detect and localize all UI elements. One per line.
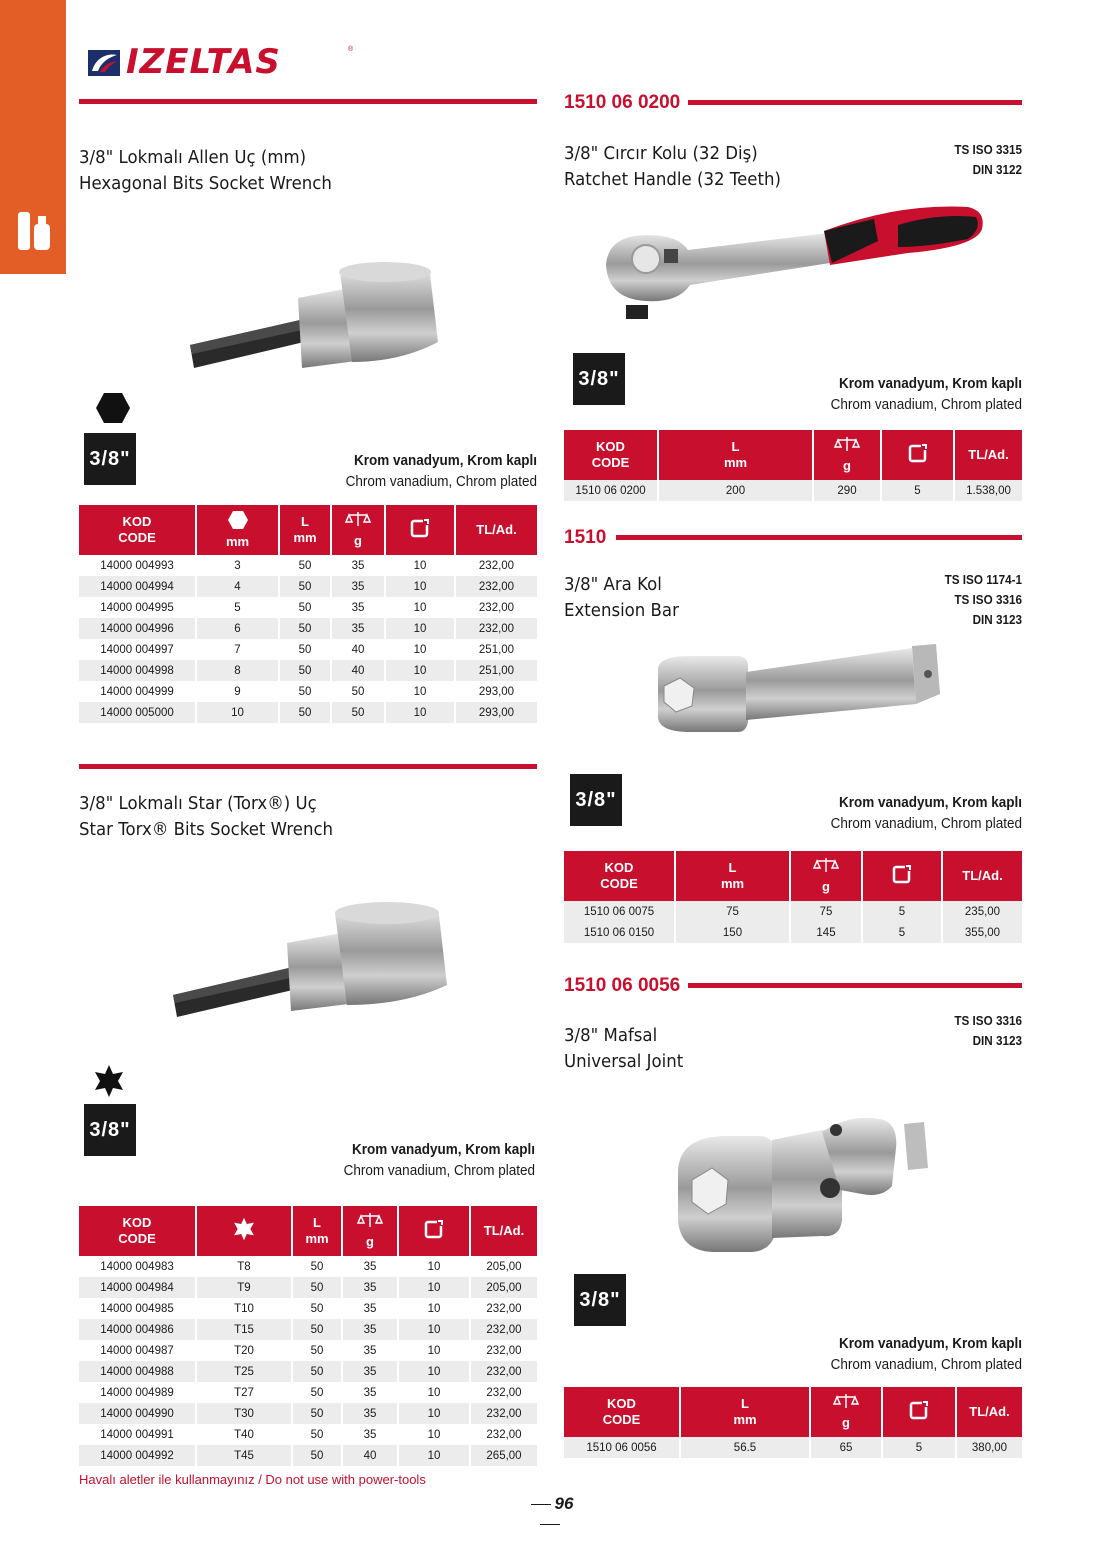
brand-logo <box>86 44 356 80</box>
table-cell: T20 <box>197 1340 293 1361</box>
material-text <box>804 373 1022 415</box>
table-cell: 50 <box>280 660 332 681</box>
col-code: KOD CODE <box>79 1206 197 1256</box>
material-text <box>324 450 537 492</box>
section-tab <box>0 0 66 274</box>
scale-icon <box>834 436 860 454</box>
section-rule <box>616 535 1022 540</box>
material-text <box>324 1139 536 1181</box>
box-icon <box>424 1219 444 1239</box>
table-cell: 35 <box>343 1298 399 1319</box>
table-cell: 14000 004985 <box>79 1298 197 1319</box>
standard-1: TS ISO 3316 <box>954 1013 1022 1028</box>
table-cell: T15 <box>197 1319 293 1340</box>
size-badge: 3/8" <box>84 1104 136 1156</box>
col-code: KOD CODE <box>564 1387 681 1437</box>
table-cell: 1.538,00 <box>955 480 1022 501</box>
table-row <box>79 1298 537 1319</box>
page-number-value: 96 <box>554 1494 574 1513</box>
table-cell: 14000 004986 <box>79 1319 197 1340</box>
table-row <box>564 922 1022 943</box>
table-cell: 3 <box>197 555 280 576</box>
table-cell: 5 <box>197 597 280 618</box>
table-cell: 150 <box>676 922 791 943</box>
col-price: TL/Ad. <box>471 1206 537 1256</box>
table-cell: 6 <box>197 618 280 639</box>
col-price: TL/Ad. <box>957 1387 1022 1437</box>
table-cell: 50 <box>280 681 332 702</box>
table-cell: 232,00 <box>486 1386 522 1399</box>
table-cell: 10 <box>399 1361 471 1382</box>
box-icon <box>892 864 912 884</box>
torx-bit-socket-image <box>165 895 455 1025</box>
table-cell: 265,00 <box>471 1445 537 1466</box>
table-cell: 1510 06 0075 <box>564 901 676 922</box>
material-text <box>804 792 1022 834</box>
table-cell: 14000 004997 <box>79 639 197 660</box>
table-row <box>79 597 537 618</box>
col-length: L mm <box>676 851 791 901</box>
col-pack <box>883 1387 957 1437</box>
table-cell: 232,00 <box>456 576 537 597</box>
col-length: L mm <box>293 1206 343 1256</box>
material-tr: Krom vanadyum, Krom kaplı <box>838 1335 1022 1352</box>
section-code: 1510 <box>564 527 607 548</box>
col-price: TL/Ad. <box>955 430 1022 480</box>
table-cell: 50 <box>293 1340 343 1361</box>
ratchet-spec-table <box>564 430 1022 501</box>
table-cell: 232,00 <box>471 1319 537 1340</box>
table-cell: 14000 004987 <box>79 1340 197 1361</box>
table-cell: 293,00 <box>456 702 537 723</box>
section-code: 1510 06 0200 <box>564 92 681 113</box>
table-cell: 65 <box>811 1437 883 1458</box>
hex-bit-socket-image <box>180 250 450 390</box>
table-row <box>79 1340 537 1361</box>
table-cell: T25 <box>197 1361 293 1382</box>
product-title-en: Star Torx® Bits Socket Wrench <box>79 819 334 840</box>
col-length: L mm <box>659 430 814 480</box>
table-cell: 10 <box>386 618 456 639</box>
table-row <box>79 702 537 723</box>
table-cell: 40 <box>332 639 386 660</box>
table-cell: 50 <box>280 576 332 597</box>
section-rule <box>688 983 1022 988</box>
section-rule <box>79 99 537 104</box>
ujoint-spec-table <box>564 1387 1022 1458</box>
table-cell: T8 <box>197 1256 293 1277</box>
col-size-mm: mm <box>197 505 280 555</box>
table-cell: 9 <box>197 681 280 702</box>
table-cell: 235,00 <box>943 901 1022 922</box>
logo-emblem-icon <box>86 47 122 79</box>
table-cell: 14000 004988 <box>79 1361 197 1382</box>
table-cell: 35 <box>343 1256 399 1277</box>
table-cell: 10 <box>386 660 456 681</box>
table-cell: 232,00 <box>471 1403 537 1424</box>
table-cell: 7 <box>197 639 280 660</box>
col-weight: g <box>791 851 863 901</box>
table-cell: 14000 004992 <box>79 1445 197 1466</box>
table-row <box>564 480 1022 501</box>
material-en: Chrom vanadium, Chrom plated <box>343 1162 535 1179</box>
table-cell: 14000 004998 <box>79 660 197 681</box>
table-cell: 50 <box>293 1256 343 1277</box>
table-cell: 10 <box>399 1298 471 1319</box>
col-price: TL/Ad. <box>456 505 537 555</box>
table-cell: T27 <box>197 1382 293 1403</box>
table-cell: 50 <box>293 1403 343 1424</box>
table-cell: 10 <box>399 1319 471 1340</box>
product-title-en: Hexagonal Bits Socket Wrench <box>79 173 332 194</box>
table-cell: 290 <box>814 480 882 501</box>
table-cell: 50 <box>293 1298 343 1319</box>
table-cell: 35 <box>343 1403 399 1424</box>
table-cell: 10 <box>399 1256 471 1277</box>
table-cell: 75 <box>791 901 863 922</box>
table-cell: 10 <box>386 681 456 702</box>
table-cell: 205,00 <box>486 1260 522 1273</box>
table-cell: 10 <box>197 702 280 723</box>
table-row <box>79 1382 537 1403</box>
table-row <box>79 1256 537 1277</box>
box-icon <box>410 518 430 538</box>
table-cell: 5 <box>882 480 955 501</box>
table-cell: 5 <box>883 1437 957 1458</box>
table-cell: 10 <box>399 1445 471 1466</box>
standards <box>885 140 1022 180</box>
col-pack <box>399 1206 471 1256</box>
table-cell: 4 <box>197 576 280 597</box>
table-cell: 10 <box>386 639 456 660</box>
table-cell: 35 <box>332 576 386 597</box>
material-en: Chrom vanadium, Chrom plated <box>830 1356 1022 1373</box>
table-cell: 10 <box>399 1382 471 1403</box>
table-cell: 14000 004991 <box>79 1424 197 1445</box>
table-cell: 232,00 <box>486 1344 522 1357</box>
table-row <box>79 1403 537 1424</box>
table-cell: 200 <box>659 480 814 501</box>
table-cell: 14000 004984 <box>79 1277 197 1298</box>
table-row <box>79 681 537 702</box>
table-cell: 35 <box>343 1340 399 1361</box>
table-cell: 251,00 <box>456 660 537 681</box>
table-row <box>79 618 537 639</box>
table-cell: 14000 004983 <box>79 1256 197 1277</box>
table-cell: 40 <box>332 660 386 681</box>
col-weight: g <box>343 1206 399 1256</box>
table-row <box>79 576 537 597</box>
table-cell: 50 <box>332 702 386 723</box>
material-tr: Krom vanadyum, Krom kaplı <box>351 1141 535 1158</box>
size-badge: 3/8" <box>570 774 622 826</box>
product-title-tr: 3/8" Mafsal <box>564 1025 658 1046</box>
table-cell: 10 <box>399 1424 471 1445</box>
table-cell: 35 <box>332 555 386 576</box>
material-tr: Krom vanadyum, Krom kaplı <box>838 794 1022 811</box>
table-cell: T10 <box>197 1298 293 1319</box>
table-cell: 380,00 <box>957 1437 1022 1458</box>
star-torx-icon <box>92 1064 126 1098</box>
section-code: 1510 06 0056 <box>564 975 681 996</box>
standards <box>885 1011 1022 1051</box>
standard-2: DIN 3123 <box>972 1033 1022 1048</box>
torx-spec-table <box>79 1206 537 1466</box>
table-cell: T9 <box>197 1277 293 1298</box>
table-row <box>564 1437 1022 1458</box>
product-title-tr: 3/8" Lokmalı Star (Torx®) Uç <box>79 793 317 814</box>
product-title-en: Ratchet Handle (32 Teeth) <box>564 169 781 190</box>
table-cell: 50 <box>280 555 332 576</box>
table-cell: T30 <box>197 1403 293 1424</box>
table-cell: 50 <box>293 1361 343 1382</box>
hexagon-icon <box>227 510 249 530</box>
table-row <box>79 1424 537 1445</box>
table-cell: 50 <box>280 639 332 660</box>
table-cell: 14000 004999 <box>79 681 197 702</box>
product-title-tr: 3/8" Lokmalı Allen Uç (mm) <box>79 147 307 168</box>
allen-spec-table <box>79 505 537 723</box>
table-row <box>79 1319 537 1340</box>
table-cell: 1510 06 0200 <box>564 480 659 501</box>
material-tr: Krom vanadyum, Krom kaplı <box>353 452 537 469</box>
table-cell: 50 <box>293 1382 343 1403</box>
scale-icon <box>813 857 839 875</box>
table-cell: 8 <box>197 660 280 681</box>
scale-icon <box>345 511 371 529</box>
table-cell: 232,00 <box>486 1302 522 1315</box>
table-cell: 14000 004990 <box>79 1403 197 1424</box>
table-cell: 75 <box>676 901 791 922</box>
material-en: Chrom vanadium, Chrom plated <box>830 396 1022 413</box>
col-length: L mm <box>681 1387 811 1437</box>
table-cell: 50 <box>280 702 332 723</box>
extension-bar-image <box>650 638 950 748</box>
power-tools-note: Havalı aletler ile kullanmayınız / Do not use with power-tools <box>79 1472 426 1487</box>
material-en: Chrom vanadium, Chrom plated <box>830 815 1022 832</box>
table-cell: 232,00 <box>471 1361 537 1382</box>
table-row <box>79 1361 537 1382</box>
box-icon <box>909 1400 929 1420</box>
col-weight: g <box>814 430 882 480</box>
table-cell: 232,00 <box>478 601 515 614</box>
standard-2: TS ISO 3316 <box>954 592 1022 607</box>
material-en: Chrom vanadium, Chrom plated <box>345 473 537 490</box>
table-row <box>79 660 537 681</box>
table-cell: 14000 004995 <box>79 597 197 618</box>
col-size-torx <box>197 1206 293 1256</box>
table-cell: 50 <box>293 1445 343 1466</box>
standard-1: TS ISO 3315 <box>954 142 1022 157</box>
product-title-tr: 3/8" Ara Kol <box>564 574 662 595</box>
material-text <box>804 1333 1022 1375</box>
col-price: TL/Ad. <box>943 851 1022 901</box>
table-cell: 10 <box>386 702 456 723</box>
col-length: L mm <box>280 505 332 555</box>
star-torx-icon <box>232 1217 256 1241</box>
table-cell: 251,00 <box>478 643 515 656</box>
sockets-icon <box>17 208 51 252</box>
table-cell: 35 <box>343 1277 399 1298</box>
col-code: KOD CODE <box>564 430 659 480</box>
standard-3: DIN 3123 <box>972 612 1022 627</box>
box-icon <box>908 443 928 463</box>
table-cell: 35 <box>343 1424 399 1445</box>
table-cell: T40 <box>197 1424 293 1445</box>
table-cell: 50 <box>293 1319 343 1340</box>
table-cell: 293,00 <box>478 685 515 698</box>
table-cell: 50 <box>280 597 332 618</box>
table-cell: 10 <box>399 1340 471 1361</box>
table-cell: 35 <box>332 618 386 639</box>
table-cell: 50 <box>280 618 332 639</box>
table-cell: 50 <box>293 1277 343 1298</box>
table-cell: 10 <box>386 555 456 576</box>
page-number <box>515 1494 585 1534</box>
product-title-tr: 3/8" Cırcır Kolu (32 Diş) <box>564 143 758 164</box>
standard-2: DIN 3122 <box>972 162 1022 177</box>
ratchet-handle-image <box>598 195 988 325</box>
table-cell: 56.5 <box>681 1437 811 1458</box>
product-title-en: Universal Joint <box>564 1051 684 1072</box>
size-badge: 3/8" <box>573 353 625 405</box>
table-cell: 145 <box>791 922 863 943</box>
col-pack <box>386 505 456 555</box>
size-badge: 3/8" <box>574 1274 626 1326</box>
table-cell: 5 <box>863 901 943 922</box>
brand-name: IZELTAS <box>126 42 281 82</box>
col-weight: g <box>332 505 386 555</box>
table-cell: 10 <box>386 576 456 597</box>
table-cell: 50 <box>332 681 386 702</box>
table-cell: 10 <box>386 597 456 618</box>
table-cell: 35 <box>343 1319 399 1340</box>
table-cell: 14000 004994 <box>79 576 197 597</box>
table-cell: 232,00 <box>486 1428 522 1441</box>
table-cell: T45 <box>197 1445 293 1466</box>
table-cell: 35 <box>343 1382 399 1403</box>
table-row <box>79 639 537 660</box>
table-cell: 232,00 <box>478 559 515 572</box>
col-code: KOD CODE <box>564 851 676 901</box>
table-cell: 10 <box>399 1277 471 1298</box>
standards <box>885 570 1022 630</box>
section-rule <box>688 100 1022 105</box>
table-cell: 14000 004989 <box>79 1382 197 1403</box>
table-row <box>79 1277 537 1298</box>
table-row <box>564 901 1022 922</box>
table-cell: 355,00 <box>943 922 1022 943</box>
universal-joint-image <box>672 1110 962 1260</box>
scale-icon <box>357 1212 383 1230</box>
hexagon-icon <box>95 392 131 424</box>
table-cell: 10 <box>399 1403 471 1424</box>
extension-spec-table <box>564 851 1022 943</box>
table-cell: 50 <box>293 1424 343 1445</box>
table-row <box>79 1445 537 1466</box>
table-cell: 14000 004993 <box>79 555 197 576</box>
standard-1: TS ISO 1174-1 <box>944 572 1022 587</box>
col-pack <box>863 851 943 901</box>
table-cell: 14000 005000 <box>79 702 197 723</box>
col-pack <box>882 430 955 480</box>
scale-icon <box>833 1393 859 1411</box>
table-cell: 35 <box>332 597 386 618</box>
table-cell: 5 <box>863 922 943 943</box>
col-code: KOD CODE <box>79 505 197 555</box>
table-cell: 14000 004996 <box>79 618 197 639</box>
table-row <box>79 555 537 576</box>
table-cell: 40 <box>343 1445 399 1466</box>
product-title-en: Extension Bar <box>564 600 679 621</box>
col-weight: g <box>811 1387 883 1437</box>
table-cell: 205,00 <box>471 1277 537 1298</box>
size-badge: 3/8" <box>84 433 136 485</box>
section-rule <box>79 764 537 769</box>
table-cell: 232,00 <box>456 618 537 639</box>
material-tr: Krom vanadyum, Krom kaplı <box>838 375 1022 392</box>
brand-registered: ® <box>348 46 354 53</box>
table-cell: 1510 06 0150 <box>564 922 676 943</box>
table-cell: 35 <box>343 1361 399 1382</box>
table-cell: 1510 06 0056 <box>564 1437 681 1458</box>
